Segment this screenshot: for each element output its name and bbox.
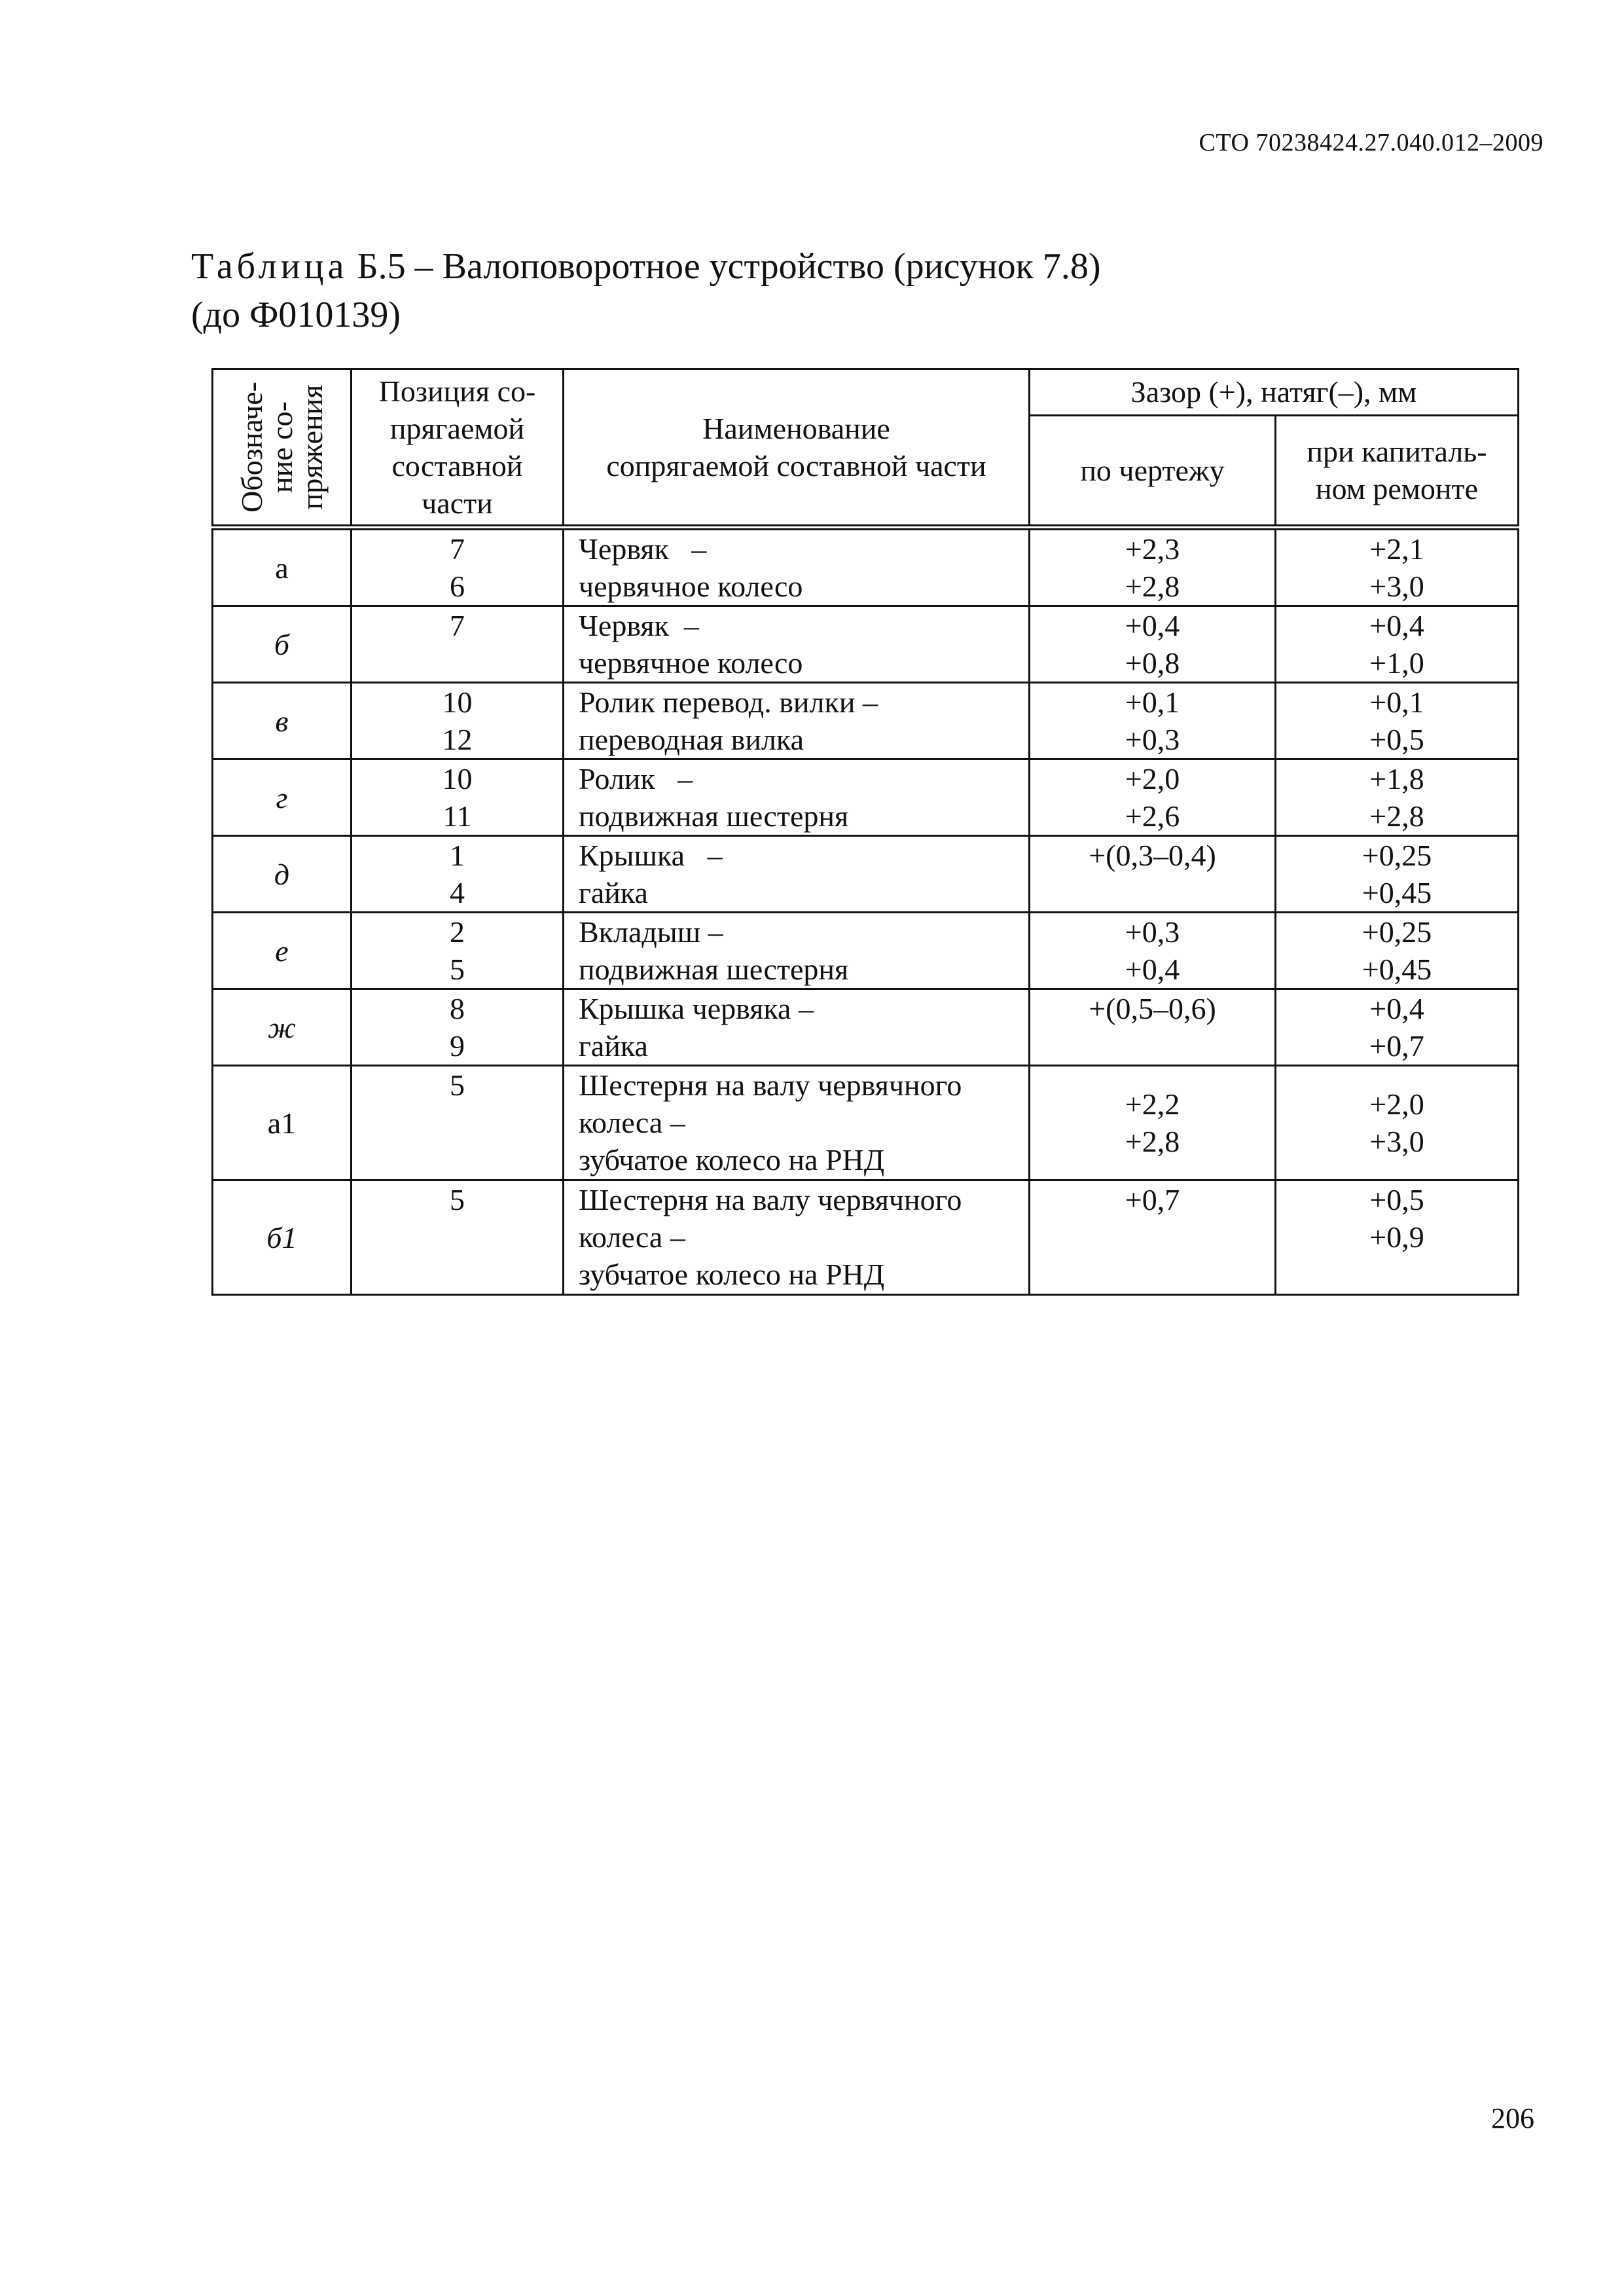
row-label: а1 bbox=[213, 1066, 352, 1180]
table-row bbox=[213, 1180, 1519, 1295]
row-overhaul: +0,4 +0,7 bbox=[1276, 989, 1519, 1066]
row-label: а bbox=[213, 528, 352, 606]
table-row bbox=[213, 913, 1519, 989]
row-positions: 1 4 bbox=[352, 836, 564, 913]
row-positions: 7 bbox=[352, 606, 564, 683]
specification-table bbox=[211, 368, 1519, 1296]
table-title-line2: (до Ф010139) bbox=[191, 295, 401, 335]
row-positions: 5 bbox=[352, 1066, 564, 1180]
table-row bbox=[213, 528, 1519, 606]
table-row bbox=[213, 1066, 1519, 1180]
table-title bbox=[191, 242, 1101, 339]
table-title-prefix: Таблица bbox=[191, 246, 348, 287]
row-part-name: Крышка червяка – гайка bbox=[564, 989, 1030, 1066]
row-overhaul: +1,8 +2,8 bbox=[1276, 759, 1519, 836]
header-overhaul: при капиталь- ном ремонте bbox=[1276, 415, 1519, 527]
row-label: г bbox=[213, 759, 352, 836]
row-label: д bbox=[213, 836, 352, 913]
row-overhaul: +2,0 +3,0 bbox=[1276, 1066, 1519, 1180]
row-by-drawing: +2,2 +2,8 bbox=[1030, 1066, 1276, 1180]
row-by-drawing: +0,4 +0,8 bbox=[1030, 606, 1276, 683]
row-positions: 8 9 bbox=[352, 989, 564, 1066]
row-overhaul: +2,1 +3,0 bbox=[1276, 528, 1519, 606]
header-gap: Зазор (+), натяг(–), мм bbox=[1030, 369, 1519, 416]
row-overhaul: +0,4 +1,0 bbox=[1276, 606, 1519, 683]
table-row bbox=[213, 989, 1519, 1066]
row-by-drawing: +0,3 +0,4 bbox=[1030, 913, 1276, 989]
row-by-drawing: +(0,5–0,6) bbox=[1030, 989, 1276, 1066]
row-label: е bbox=[213, 913, 352, 989]
row-label: б1 bbox=[213, 1180, 352, 1295]
row-overhaul: +0,1 +0,5 bbox=[1276, 683, 1519, 759]
row-part-name: Шестерня на валу червячного колеса – зубчатое колесо на РНД bbox=[564, 1066, 1030, 1180]
row-part-name: Крышка – гайка bbox=[564, 836, 1030, 913]
row-positions: 10 11 bbox=[352, 759, 564, 836]
table-row bbox=[213, 836, 1519, 913]
row-positions: 5 bbox=[352, 1180, 564, 1295]
table-row bbox=[213, 606, 1519, 683]
row-by-drawing: +(0,3–0,4) bbox=[1030, 836, 1276, 913]
row-positions: 10 12 bbox=[352, 683, 564, 759]
header-position: Позиция со- прягаемой составной части bbox=[352, 369, 564, 528]
row-part-name: Ролик перевод. вилки – переводная вилка bbox=[564, 683, 1030, 759]
row-part-name: Шестерня на валу червячного колеса – зубчатое колесо на РНД bbox=[564, 1180, 1030, 1295]
page-number: 206 bbox=[1491, 2102, 1534, 2134]
row-part-name: Червяк – червячное колесо bbox=[564, 528, 1030, 606]
row-by-drawing: +2,3 +2,8 bbox=[1030, 528, 1276, 606]
header-designation bbox=[213, 369, 352, 528]
row-positions: 7 6 bbox=[352, 528, 564, 606]
row-by-drawing: +0,7 bbox=[1030, 1180, 1276, 1295]
row-label: в bbox=[213, 683, 352, 759]
header-designation-text: Обозначе- ние со- пряжения bbox=[234, 382, 329, 513]
header-by-drawing: по чертежу bbox=[1030, 415, 1276, 527]
row-by-drawing: +0,1 +0,3 bbox=[1030, 683, 1276, 759]
row-part-name: Вкладыш – подвижная шестерня bbox=[564, 913, 1030, 989]
table-row bbox=[213, 683, 1519, 759]
row-overhaul: +0,5 +0,9 bbox=[1276, 1180, 1519, 1295]
table-title-text: Б.5 – Валоповоротное устройство (рисунок 7.8) bbox=[348, 246, 1101, 287]
row-overhaul: +0,25 +0,45 bbox=[1276, 836, 1519, 913]
row-label: ж bbox=[213, 989, 352, 1066]
header-part-name: Наименование сопрягаемой составной части bbox=[564, 369, 1030, 528]
row-by-drawing: +2,0 +2,6 bbox=[1030, 759, 1276, 836]
row-label: б bbox=[213, 606, 352, 683]
row-part-name: Ролик – подвижная шестерня bbox=[564, 759, 1030, 836]
row-positions: 2 5 bbox=[352, 913, 564, 989]
document-code: СТО 70238424.27.040.012–2009 bbox=[1199, 129, 1543, 156]
row-part-name: Червяк – червячное колесо bbox=[564, 606, 1030, 683]
row-overhaul: +0,25 +0,45 bbox=[1276, 913, 1519, 989]
table-row bbox=[213, 759, 1519, 836]
